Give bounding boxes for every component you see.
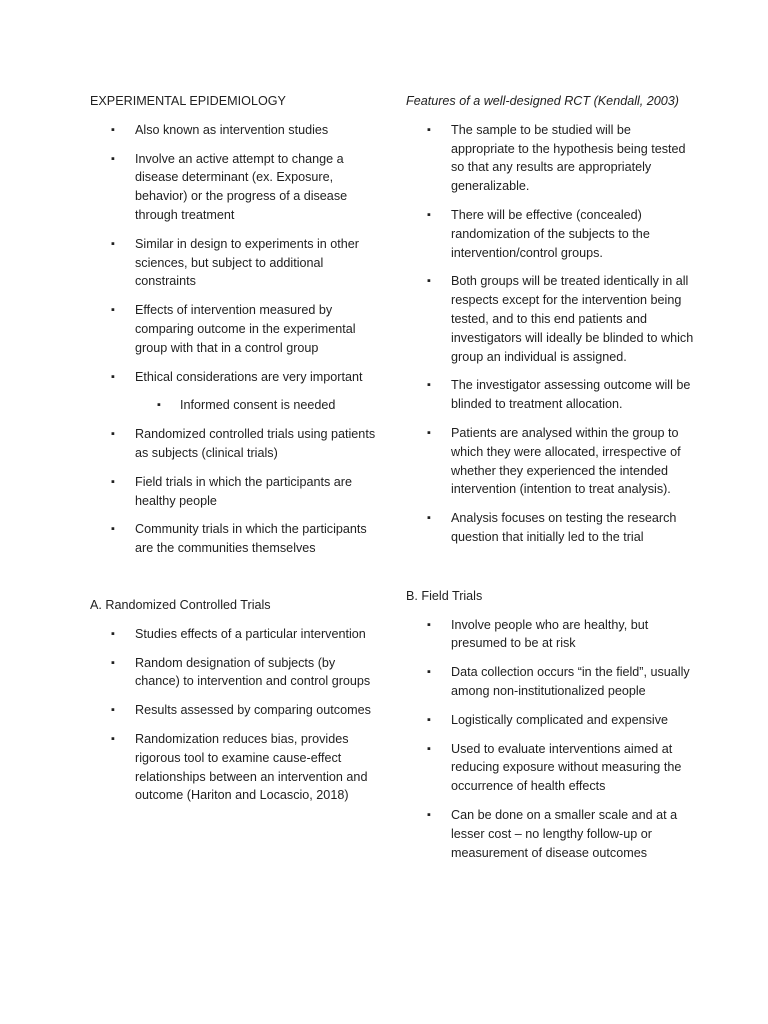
bullet-icon: ▪ [111, 152, 115, 165]
list-item-text: Data collection occurs “in the field”, usually among non-institutionalized people [451, 665, 690, 698]
list-item-text: Both groups will be treated identically in all respects except for the intervention being tested, and to this end patients and investigators will ideally be blinded to which group an individual is assigned. [451, 274, 694, 364]
left-column [90, 92, 380, 815]
bullet-icon: ▪ [111, 428, 115, 441]
bullet-icon: ▪ [427, 742, 431, 755]
bullet-icon: ▪ [111, 123, 115, 136]
rct-heading: A. Randomized Controlled Trials [90, 597, 271, 612]
list-item-text: Patients are analysed within the group to which they were allocated, irrespective of whether they experienced the intended intervention (intention to treat analysis). [451, 425, 681, 497]
list-item [406, 616, 696, 654]
list-item-text: Logistically complicated and expensive [451, 712, 669, 727]
rct-features-list [406, 121, 696, 547]
bullet-icon: ▪ [427, 123, 431, 136]
rct-section [90, 596, 380, 805]
rct-features-section [406, 92, 696, 547]
list-item [90, 625, 380, 644]
bullet-icon: ▪ [427, 618, 431, 631]
list-item-text: Analysis focuses on testing the research question that initially led to the trial [451, 511, 677, 544]
field-trials-list [406, 616, 696, 863]
bullet-icon: ▪ [157, 399, 161, 412]
list-item [406, 376, 696, 414]
bullet-icon: ▪ [427, 713, 431, 726]
list-item-text: Involve people who are healthy, but presumed to be at risk [451, 617, 649, 651]
list-item [90, 150, 380, 225]
rct-list [90, 625, 380, 805]
list-item-text: Similar in design to experiments in other sciences, but subject to additional constraints [135, 236, 359, 289]
bullet-icon: ▪ [427, 666, 431, 679]
list-item-text: Randomized controlled trials using patients as subjects (clinical trials) [135, 427, 376, 460]
rct-features-heading: Features of a well-designed RCT (Kendall, 2003) [406, 94, 680, 108]
list-item-text: Can be done on a smaller scale and at a lesser cost – no lengthy follow-up or measurement of disease outcomes [451, 807, 678, 860]
list-item [90, 654, 380, 692]
list-item [90, 701, 380, 720]
bullet-icon: ▪ [427, 808, 431, 821]
list-item-text: Informed consent is needed [180, 398, 336, 413]
list-item-text: Random designation of subjects (by chance) to intervention and control groups [135, 655, 371, 689]
list-item [406, 424, 696, 499]
bullet-icon: ▪ [427, 379, 431, 392]
list-item-text: Field trials in which the participants are healthy people [135, 474, 352, 508]
list-item-text: Randomization reduces bias, provides rigorous tool to examine cause-effect relationships between an intervention and outcome (Hariton and Locascio, 2018) [135, 731, 368, 803]
list-item [90, 301, 380, 357]
list-item [90, 121, 380, 140]
list-item [406, 206, 696, 262]
right-column [406, 92, 696, 872]
list-item [90, 520, 380, 558]
list-item-text: The sample to be studied will be appropriate to the hypothesis being tested so that any results are appropriately generalizable. [451, 122, 686, 194]
bullet-icon: ▪ [111, 704, 115, 717]
list-item [90, 473, 380, 511]
list-item-text: The investigator assessing outcome will be blinded to treatment allocation. [451, 378, 691, 412]
bullet-icon: ▪ [111, 370, 115, 383]
field-trials-heading: B. Field Trials [406, 588, 483, 603]
list-item-text: There will be effective (concealed) randomization of the subjects to the intervention/control groups. [451, 207, 650, 260]
list-item-text: Studies effects of a particular intervention [135, 626, 366, 641]
list-item-text: Results assessed by comparing outcomes [135, 703, 371, 718]
bullet-icon: ▪ [111, 523, 115, 536]
list-item [406, 711, 696, 730]
experimental-epidemiology-section [90, 92, 380, 558]
bullet-icon: ▪ [111, 627, 115, 640]
list-item [90, 396, 380, 415]
bullet-icon: ▪ [111, 475, 115, 488]
list-item [406, 272, 696, 366]
list-item [90, 368, 380, 387]
bullet-icon: ▪ [427, 275, 431, 288]
bullet-icon: ▪ [427, 512, 431, 525]
list-item-text: Community trials in which the participants are the communities themselves [135, 522, 367, 556]
experimental-epidemiology-heading: EXPERIMENTAL EPIDEMIOLOGY [90, 94, 286, 108]
list-item-text: Effects of intervention measured by comparing outcome in the experimental group with that in a control group [135, 303, 356, 355]
bullet-icon: ▪ [111, 732, 115, 745]
list-item [406, 806, 696, 862]
list-item [406, 509, 696, 547]
list-item-text: Also known as intervention studies [135, 122, 329, 137]
list-item [90, 235, 380, 291]
bullet-icon: ▪ [111, 304, 115, 317]
bullet-icon: ▪ [111, 656, 115, 669]
list-item-text: Used to evaluate interventions aimed at reducing exposure without measuring the occurrence of health effects [451, 741, 682, 794]
bullet-icon: ▪ [427, 426, 431, 439]
list-item [406, 740, 696, 796]
list-item [406, 663, 696, 701]
list-item [90, 425, 380, 463]
experimental-epidemiology-list [90, 121, 380, 558]
list-item [90, 730, 380, 805]
list-item-text: Ethical considerations are very important [135, 369, 363, 384]
field-trials-section [406, 587, 696, 863]
section-spacer [406, 557, 696, 587]
bullet-icon: ▪ [111, 237, 115, 250]
bullet-icon: ▪ [427, 208, 431, 221]
list-item-text: Involve an active attempt to change a disease determinant (ex. Exposure, behavior) or the progress of a disease through treatment [135, 151, 348, 222]
section-spacer [90, 568, 380, 596]
list-item [406, 121, 696, 196]
